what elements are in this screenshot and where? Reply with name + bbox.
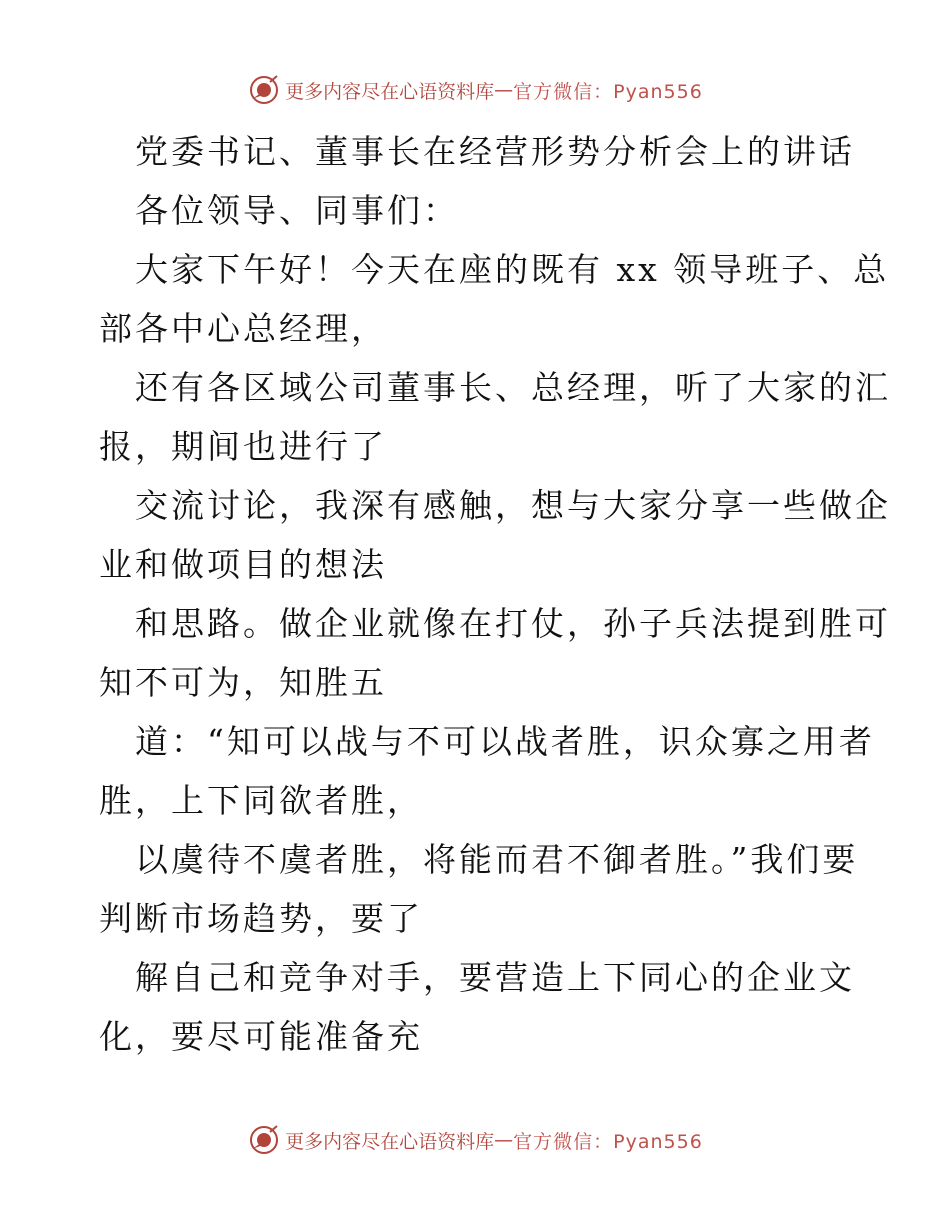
text-line: 业和做项目的想法	[99, 545, 387, 584]
banner-dash: —	[494, 1129, 514, 1151]
text-line: 报，期间也进行了	[99, 427, 387, 466]
banner-wechat: 官方微信：Pyan556	[513, 80, 703, 103]
footer-watermark-banner	[0, 1120, 950, 1160]
text-line: 以虞待不虞者胜，将能而君不御者胜。”我们要	[135, 840, 859, 879]
pen-circle-logo-icon	[247, 73, 281, 107]
text-line: 道：“知可以战与不可以战者胜，识众寡之用者	[135, 722, 875, 761]
banner-wechat: 官方微信：Pyan556	[513, 1130, 703, 1153]
text-line: 胜，上下同欲者胜，	[99, 781, 423, 820]
text-line: 化，要尽可能准备充	[99, 1017, 423, 1056]
banner-dash: —	[494, 79, 514, 101]
text-line: 判断市场趋势，要了	[99, 899, 423, 938]
document-body	[99, 122, 891, 1066]
text-line: 和思路。做企业就像在打仗，孙子兵法提到胜可	[135, 604, 891, 643]
pen-circle-logo-icon	[247, 1123, 281, 1157]
text-line: 交流讨论，我深有感触，想与大家分享一些做企	[135, 486, 891, 525]
text-line: 知不可为，知胜五	[99, 663, 387, 702]
text-line: 部各中心总经理，	[99, 309, 387, 348]
banner-text: 更多内容尽在心语资料库	[285, 80, 495, 103]
document-title: 党委书记、董事长在经营形势分析会上的讲话	[135, 132, 855, 171]
text-line: 解自己和竞争对手，要营造上下同心的企业文	[135, 958, 855, 997]
text-line: 还有各区域公司董事长、总经理，听了大家的汇	[135, 368, 891, 407]
text-line: 各位领导、同事们：	[135, 191, 459, 230]
header-watermark-banner	[0, 70, 950, 110]
text-line: 大家下午好！今天在座的既有 xx 领导班子、总	[135, 250, 890, 289]
banner-text: 更多内容尽在心语资料库	[285, 1130, 495, 1153]
